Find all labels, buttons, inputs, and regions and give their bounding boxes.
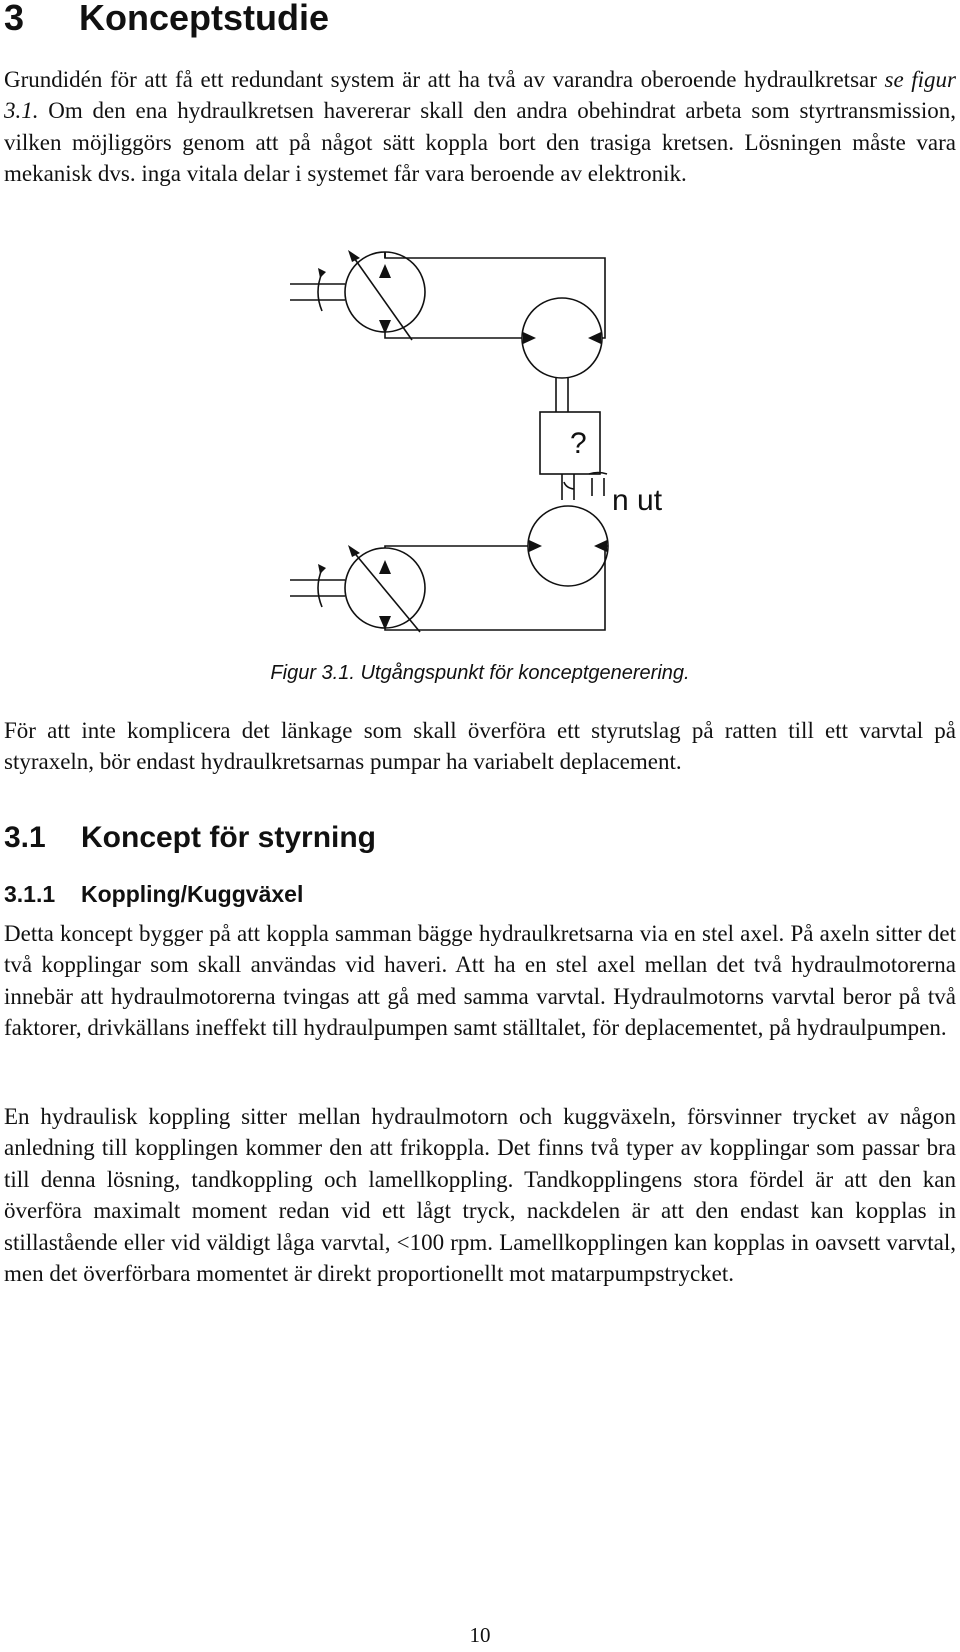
chapter-title: Konceptstudie (79, 0, 330, 38)
hydraulic-circuit-diagram (0, 0, 960, 700)
upper-pump-variable-arrow (352, 255, 412, 340)
figure-reference: se figur 3.1. (4, 67, 957, 124)
lower-pump-rotation-arc (318, 569, 322, 607)
subsection-title: Koppling/Kuggväxel (81, 881, 304, 907)
section-title: Koncept för styrning (81, 821, 377, 854)
intro-text-1: Grundidén för att få ett redundant system är att ha två av varandra oberoende hydraulkretsar (4, 67, 885, 92)
unknown-component-label: ? (570, 427, 587, 460)
section-number: 3.1 (4, 821, 46, 854)
page-number: 10 (469, 1623, 491, 1647)
section-heading (4, 818, 376, 858)
lower-return-line (385, 546, 608, 630)
lower-supply-line (385, 546, 528, 548)
paragraph-4: En hydraulisk koppling sitter mellan hydraulmotorn och kuggväxeln, försvinner trycket av någon anledning till kopplingen kommer den att frikoppla. Det finns två typer av kopplingar som passar bra till denna lösning, tandkoppling och lamellkoppling. Tandkopplingens stora fördel är att den kan överföra maximalt moment redan vid ett lågt tryck, nackdelen är att den endast kan kopplas in stillastående eller vid väldigt låga varvtal, <100 rpm. Lamellkopplingen kan kopplas in oavsett varvtal, men det överförbara momentet är direkt proportionellt mot matarpumpstrycket. (4, 1104, 956, 1287)
subsection-heading (4, 879, 303, 909)
output-speed-label: n ut (612, 484, 663, 517)
paragraph-3: Detta koncept bygger på att koppla samman bägge hydraulkretsarna via en stel axel. På axeln sitter det två kopplingar som skall användas vid haveri. Att ha en stel axel mellan det två hydraulmotorerna innebär att hydraulmotorerna tvingas att gå med samma varvtal. Hydraulmotorns varvtal beror på två faktorer, drivkällans ineffekt till hydraulpumpen samt ställtalet, för deplacementet, på hydraulpumpen. (4, 921, 956, 1041)
upper-return-line (385, 252, 605, 338)
figure-caption: Figur 3.1. Utgångspunkt för konceptgenerering. (270, 662, 690, 684)
paragraph-2: För att inte komplicera det länkage som skall överföra ett styrutslag på ratten till ett varvtal på styraxeln, bör endast hydraulkretsarnas pumpar ha variabelt deplacement. (4, 718, 956, 775)
upper-supply-line (385, 332, 522, 338)
intro-text-2: Om den ena hydraulkretsen havererar skall den andra obehindrat arbeta som styrtransmission, vilken möjliggörs genom att på något sätt koppla bort den trasiga kretsen. Lösningen måste vara mekanisk dvs. inga vitala delar i systemet får vara beroende av elektronik. (4, 98, 956, 187)
upper-pump-rotation-arc (318, 273, 322, 311)
chapter-number: 3 (4, 0, 25, 38)
subsection-number: 3.1.1 (4, 881, 56, 907)
